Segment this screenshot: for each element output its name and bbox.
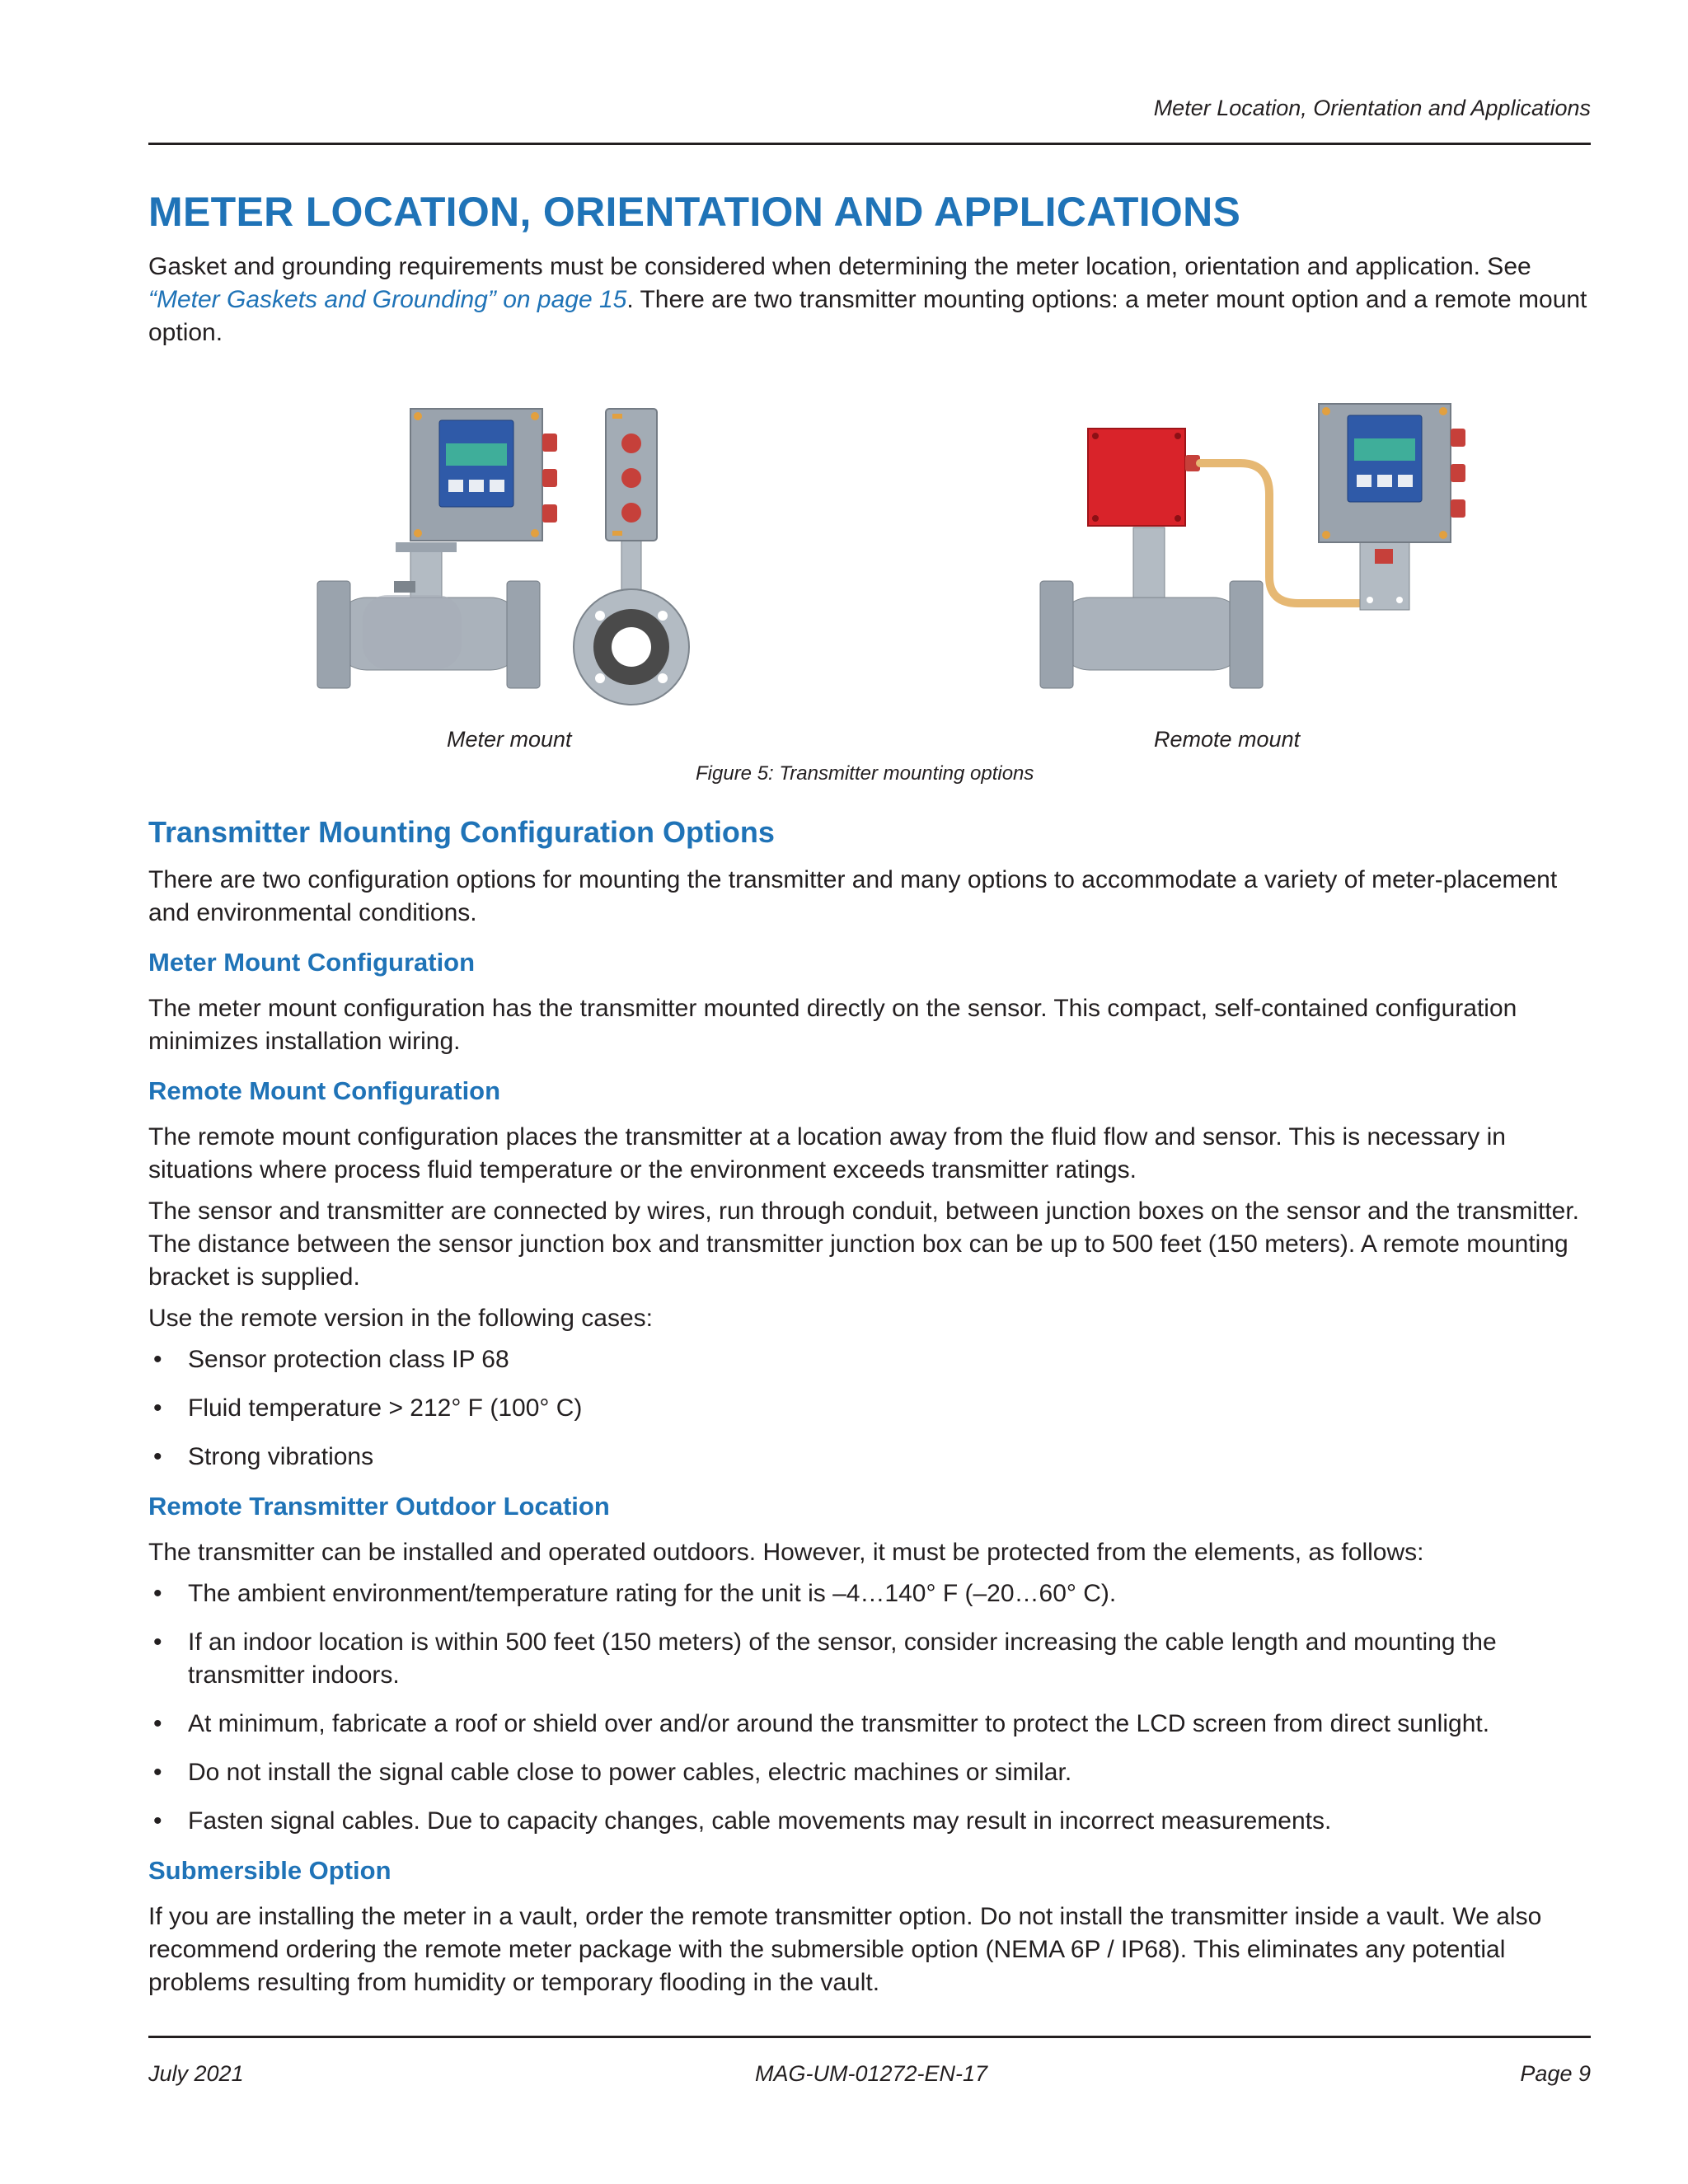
meter-mount-paragraph: The meter mount configuration has the transmitter mounted directly on the sensor. This compact, self-contained configuration minimizes installation wiring. xyxy=(148,995,1517,1055)
footer-date: July 2021 xyxy=(148,2061,244,2086)
remote-mount-paragraph-2: The sensor and transmitter are connected by wires, run through conduit, between junction boxes on the sensor and the transmitter. The distance between the sensor junction box and transmitter junction box can be up to 500 feet (150 meters). A remote mounting bracket is supplied. xyxy=(148,1197,1579,1291)
outdoor-heading: Remote Transmitter Outdoor Location xyxy=(148,1492,610,1521)
list-item: • Do not install the signal cable close to power cables, electric machines or similar. xyxy=(148,1756,1599,1789)
meter-mount-heading: Meter Mount Configuration xyxy=(148,948,476,977)
meter-mount-side-view xyxy=(574,409,689,705)
submersible-paragraph: If you are installing the meter in a vault, order the remote transmitter option. Do not install the transmitter inside a vault. We also recommend ordering the remote meter package with the submersible option (NEMA 6P / IP68). This eliminates any potential problems resulting from humidity or temporary flooding in the vault. xyxy=(148,1903,1542,1996)
section-heading: Transmitter Mounting Configuration Options xyxy=(148,815,775,849)
footer-doc-number: MAG-UM-01272-EN-17 xyxy=(755,2061,988,2086)
list-item: • At minimum, fabricate a roof or shield over and/or around the transmitter to protect the LCD screen from direct sunlight. xyxy=(148,1708,1599,1741)
intro-text-before: Gasket and grounding requirements must be considered when determining the meter location, orientation and application. See xyxy=(148,253,1531,280)
footer-rule xyxy=(148,2036,1591,2038)
outdoor-list xyxy=(148,1577,1599,1838)
page-title: METER LOCATION, ORIENTATION AND APPLICATIONS xyxy=(148,189,1241,235)
list-item: • Fasten signal cables. Due to capacity changes, cable movements may result in incorrect measurements. xyxy=(148,1805,1599,1838)
remote-cases-list xyxy=(148,1343,1599,1474)
outdoor-paragraph: The transmitter can be installed and operated outdoors. However, it must be protected from the elements, as follows: xyxy=(148,1539,1424,1566)
running-header: Meter Location, Orientation and Applications xyxy=(1153,96,1591,120)
main-content xyxy=(148,816,1599,1999)
mounting-options-illustration xyxy=(148,387,1591,717)
list-item: • Strong vibrations xyxy=(148,1441,1599,1474)
submersible-heading: Submersible Option xyxy=(148,1856,392,1885)
footer-page-number: Page 9 xyxy=(1520,2061,1591,2086)
caption-meter-mount: Meter mount xyxy=(447,727,572,752)
header-rule xyxy=(148,143,1591,145)
remote-mount-transmitter xyxy=(1319,404,1465,610)
list-item: • The ambient environment/temperature rating for the unit is –4…140° F (–20…60° C). xyxy=(148,1577,1599,1610)
section-paragraph: There are two configuration options for mounting the transmitter and many options to accommodate a variety of meter-placement and environmental conditions. xyxy=(148,866,1558,926)
caption-remote-mount: Remote mount xyxy=(1154,727,1301,752)
intro-paragraph xyxy=(148,251,1599,349)
remote-mount-paragraph-3: Use the remote version in the following cases: xyxy=(148,1305,653,1332)
figure-mounting-options xyxy=(148,387,1591,791)
remote-mount-sensor xyxy=(1040,429,1263,688)
intro-text-after: . There are two transmitter mounting options: a meter mount option and a remote mount option. xyxy=(148,286,1587,346)
gaskets-grounding-link[interactable]: “Meter Gaskets and Grounding” on page 15 xyxy=(148,286,627,313)
list-item: • Fluid temperature > 212° F (100° C) xyxy=(148,1392,1599,1425)
list-item: • If an indoor location is within 500 feet (150 meters) of the sensor, consider increasing the cable length and mounting the transmitter indoors. xyxy=(148,1626,1599,1692)
list-item: • Sensor protection class IP 68 xyxy=(148,1343,1599,1376)
meter-mount-front-view xyxy=(317,409,557,688)
remote-mount-heading: Remote Mount Configuration xyxy=(148,1076,501,1105)
figure-caption: Figure 5: Transmitter mounting options xyxy=(696,762,1034,785)
remote-mount-paragraph-1: The remote mount configuration places the transmitter at a location away from the fluid flow and sensor. This is necessary in situations where process fluid temperature or the environment exceeds transmitter ratings. xyxy=(148,1123,1506,1183)
